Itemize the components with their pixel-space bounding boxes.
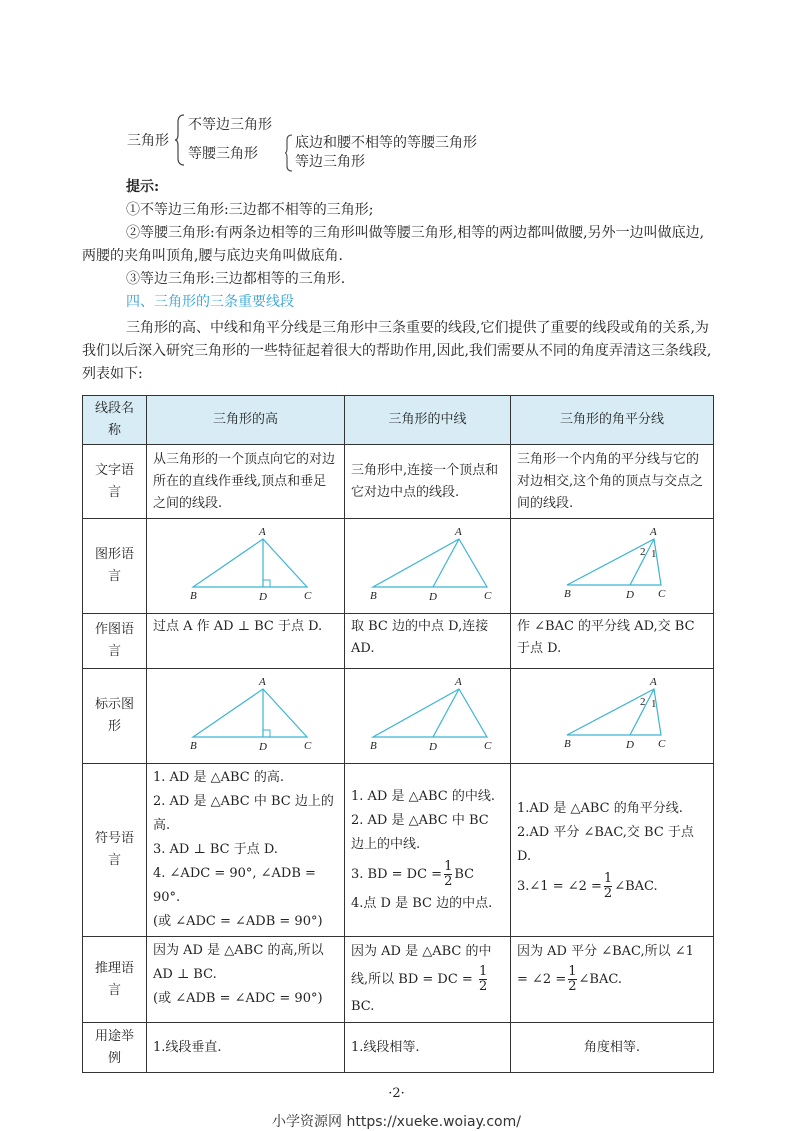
brace — [174, 114, 186, 166]
table-row — [83, 764, 714, 937]
triangle-svg — [351, 521, 504, 603]
line: 2.AD 平分 ∠BAC,交 BC 于点 D. — [517, 824, 694, 864]
table-cell: 取 BC 边的中点 D,连接 AD. — [345, 614, 511, 669]
table-cell: 过点 A 作 AD ⊥ BC 于点 D. — [147, 614, 345, 669]
median-figure — [345, 669, 511, 764]
footer-watermark: 小学资源网 https://xueke.woiay.com/ — [272, 1114, 521, 1130]
header-cell: 三角形的中线 — [345, 396, 511, 445]
den: 2 — [478, 979, 488, 994]
label-d: D — [626, 739, 634, 751]
table-cell — [511, 937, 714, 1023]
fraction-half — [479, 965, 487, 994]
text: ∠BAC. — [578, 972, 622, 987]
table-row — [83, 614, 714, 669]
line: 1. AD 是 △ABC 的中线. — [351, 788, 496, 804]
table-cell: 三角形一个内角的平分线与它的对边相交,这个角的顶点与交点之间的线段. — [511, 445, 714, 519]
hint-2: ②等腰三角形:有两条边相等的三角形叫做等腰三角形,相等的两边都叫做腰,另外一边叫做底边,两腰的夹角叫顶角,腰与底边夹角叫做底角. — [82, 225, 705, 264]
triangle-svg — [517, 671, 707, 753]
line — [351, 860, 504, 889]
hint-title: 提示: — [126, 179, 160, 195]
triangle-svg — [153, 671, 338, 753]
triangle-abc — [193, 689, 307, 737]
altitude-figure — [147, 519, 345, 614]
triangle-abc — [193, 539, 307, 587]
line: (或 ∠ADB = ∠ADC = 90°) — [153, 991, 323, 1006]
label-c: C — [484, 740, 492, 752]
label-d: D — [429, 591, 437, 603]
bisector-figure — [511, 519, 714, 614]
label-d: D — [259, 741, 267, 753]
table-cell: 三角形中,连接一个顶点和它对边中点的线段. — [345, 445, 511, 519]
line: 2. AD 是 △ABC 中 BC 边上的中线. — [351, 812, 489, 852]
class-b2: 等边三角形 — [295, 154, 365, 170]
label-a: A — [650, 676, 657, 688]
table-row — [83, 1023, 714, 1073]
den: 2 — [444, 873, 453, 889]
table-row — [83, 519, 714, 614]
header-cell: 三角形的角平分线 — [511, 396, 714, 445]
brace-path — [285, 135, 292, 171]
class-b: 等腰三角形 — [188, 146, 258, 162]
label-a: A — [455, 676, 462, 688]
label-b: B — [370, 590, 377, 602]
den: 2 — [568, 979, 577, 994]
label-c: C — [304, 590, 312, 602]
line: 3. AD ⊥ BC 于点 D. — [153, 842, 278, 857]
num: 1 — [603, 870, 613, 886]
class-root: 三角形 — [127, 133, 169, 149]
line: 4.点 D 是 BC 边的中点. — [351, 895, 493, 911]
class-a: 不等边三角形 — [188, 117, 272, 133]
table-cell: 1.线段相等. — [345, 1023, 511, 1073]
header-cell: 线段名称 — [83, 396, 147, 445]
table-cell: 作 ∠BAC 的平分线 AD,交 BC 于点 D. — [511, 614, 714, 669]
hint-3: ③等边三角形:三边都相等的三角形. — [126, 271, 346, 287]
label-b: B — [564, 588, 571, 600]
text: 因为 AD 是 △ABC 的中线,所以 BD = DC = — [351, 944, 492, 987]
table-row — [83, 669, 714, 764]
median-figure — [345, 519, 511, 614]
table-cell — [345, 937, 511, 1023]
class-b1: 底边和腰不相等的等腰三角形 — [295, 135, 477, 151]
line: 1. AD 是 △ABC 的高. — [153, 770, 285, 785]
label-d: D — [626, 589, 634, 601]
line — [517, 872, 707, 901]
label-c: C — [658, 588, 666, 600]
label-d: D — [259, 591, 267, 603]
row-label: 文字语言 — [83, 445, 147, 519]
row-label: 用途举例 — [83, 1023, 147, 1073]
header-cell: 三角形的高 — [147, 396, 345, 445]
table-header — [83, 396, 714, 445]
num: 1 — [478, 964, 488, 979]
table-cell — [147, 937, 345, 1023]
text: BC — [454, 866, 475, 882]
label-c: C — [304, 740, 312, 752]
label-b: B — [370, 740, 377, 752]
fraction-half — [604, 872, 612, 901]
label-a: A — [259, 526, 266, 538]
line: 4. ∠ADC = 90°, ∠ADB = 90°. — [153, 866, 316, 905]
row-label: 符号语言 — [83, 764, 147, 937]
row-label: 图形语言 — [83, 519, 147, 614]
fraction-half — [568, 965, 576, 994]
triangle-svg — [517, 521, 707, 603]
text: 因为 AD 平分 ∠BAC,所以 ∠1 = ∠2 = — [517, 944, 694, 987]
line: 2. AD 是 △ABC 中 BC 边上的高. — [153, 794, 334, 833]
label-b: B — [190, 740, 197, 752]
table-row — [83, 445, 714, 519]
section-title: 四、三角形的三条重要线段 — [126, 294, 294, 310]
table-cell — [511, 764, 714, 937]
table-row — [83, 937, 714, 1023]
bisector-figure — [511, 669, 714, 764]
triangle-abc — [567, 689, 661, 735]
angle-1-label: 1 — [651, 698, 657, 710]
text: BC. — [351, 999, 375, 1014]
table-cell: 角度相等. — [511, 1023, 714, 1073]
num: 1 — [444, 858, 453, 874]
fraction-half — [444, 860, 452, 889]
den: 2 — [603, 885, 613, 901]
row-label: 作图语言 — [83, 614, 147, 669]
label-a: A — [455, 526, 462, 538]
brace — [284, 134, 293, 172]
right-angle-mark — [263, 580, 270, 587]
line: (或 ∠ADC = ∠ADB = 90°) — [153, 914, 323, 929]
triangle-svg — [351, 671, 504, 753]
label-b: B — [564, 738, 571, 750]
segments-table — [82, 395, 714, 1073]
line: 因为 AD 是 △ABC 的高,所以 AD ⊥ BC. — [153, 943, 324, 982]
text: 3. BD = DC = — [351, 866, 443, 882]
label-a: A — [259, 676, 266, 688]
label-c: C — [658, 738, 666, 750]
angle-1-label: 1 — [651, 548, 657, 560]
label-a: A — [650, 526, 657, 538]
text: 3.∠1 = ∠2 = — [517, 878, 602, 894]
triangle-abc — [373, 539, 487, 587]
table-cell: 从三角形的一个顶点向它的对边所在的直线作垂线,顶点和垂足之间的线段. — [147, 445, 345, 519]
triangle-abc — [567, 539, 661, 585]
altitude-figure — [147, 669, 345, 764]
hint-1: ①不等边三角形:三边都不相等的三角形; — [126, 202, 374, 218]
table-cell — [147, 764, 345, 937]
triangle-abc — [373, 689, 487, 737]
table-cell: 1.线段垂直. — [147, 1023, 345, 1073]
num: 1 — [568, 964, 577, 979]
angle-2-label: 2 — [640, 546, 646, 558]
label-b: B — [190, 590, 197, 602]
line: 1.AD 是 △ABC 的角平分线. — [517, 800, 683, 816]
label-c: C — [484, 590, 492, 602]
angle-2-label: 2 — [640, 696, 646, 708]
triangle-svg — [153, 521, 338, 603]
right-angle-mark — [263, 730, 270, 737]
row-label: 标示图形 — [83, 669, 147, 764]
brace-path — [175, 115, 184, 165]
page-number: ·2· — [388, 1086, 405, 1101]
table-cell — [345, 764, 511, 937]
label-d: D — [429, 741, 437, 753]
row-label: 推理语言 — [83, 937, 147, 1023]
section-intro: 三角形的高、中线和角平分线是三角形中三条重要的线段,它们提供了重要的线段或角的关系,为我们以后深入研究三角形的一些特征起着很大的帮助作用,因此,我们需要从不同的角度弄清这三条线段,列表如下: — [82, 320, 712, 382]
text: ∠BAC. — [614, 878, 658, 894]
